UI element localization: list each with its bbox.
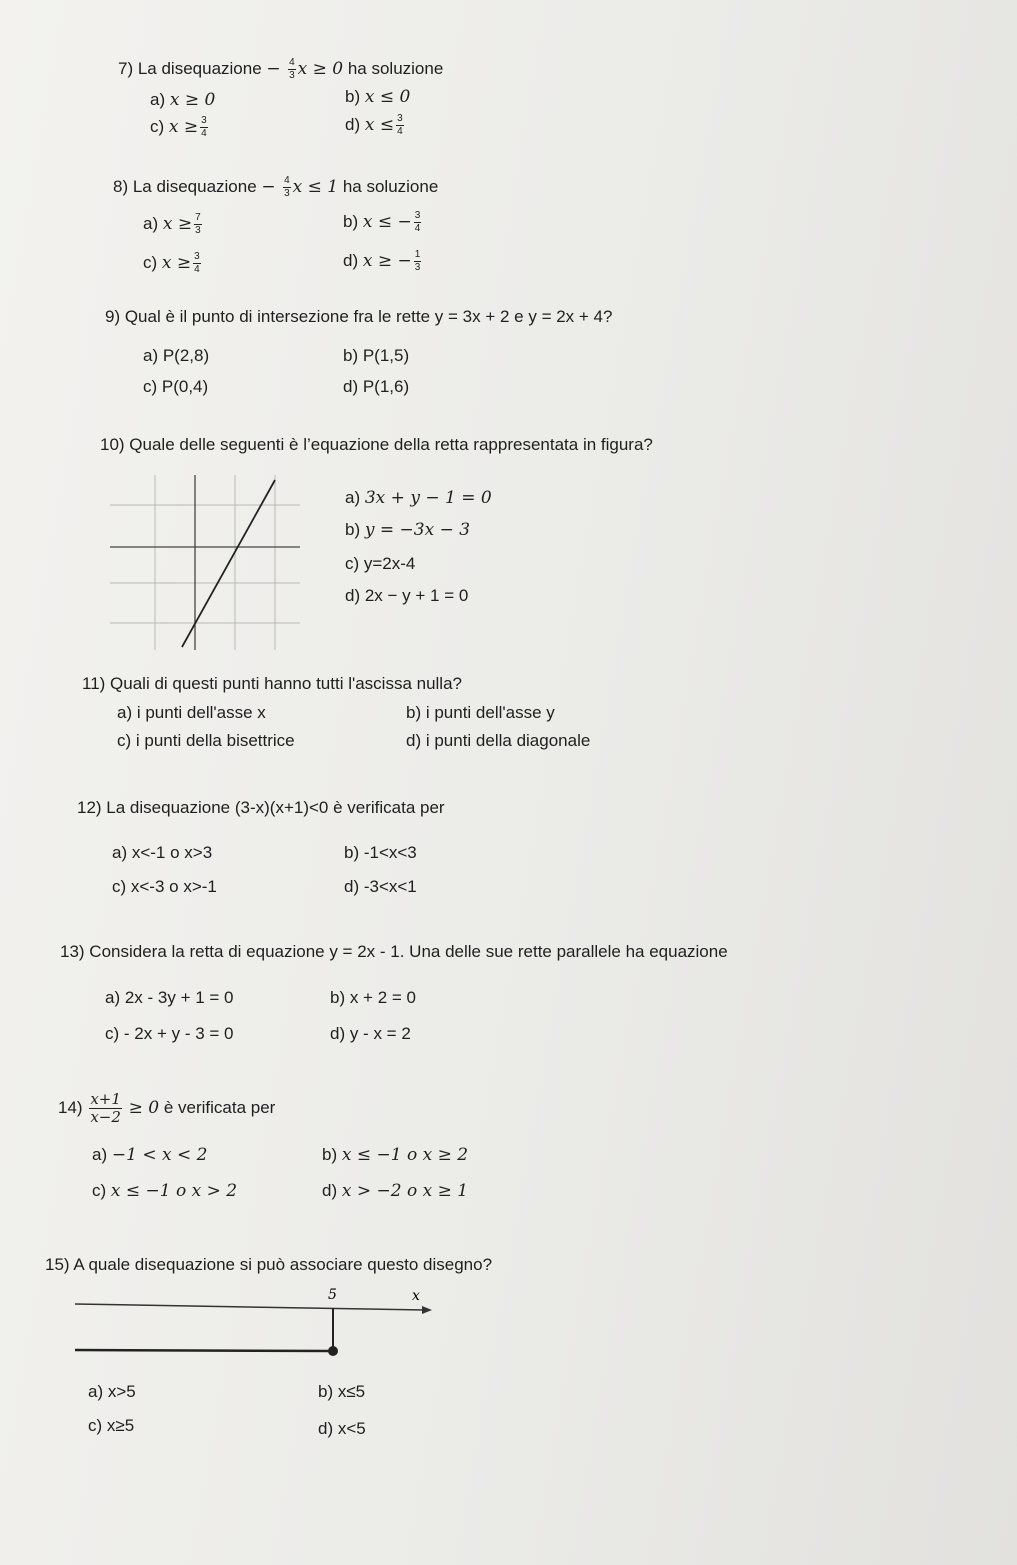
q9-stem: 9) Qual è il punto di intersezione fra le rette y = 3x + 2 e y = 2x + 4? — [105, 307, 613, 326]
q11-option-a[interactable]: a) i punti dell'asse x — [117, 703, 266, 722]
q11-option-b[interactable]: b) i punti dell'asse y — [406, 703, 555, 722]
number-line-axis — [75, 1304, 425, 1310]
q8-option-a[interactable]: a) x ≥ $\frac{7}{3}$ — [143, 212, 201, 236]
q14-option-a[interactable]: a) −1 < x < 2 — [92, 1145, 208, 1165]
q12-stem: 12) La disequazione (3-x)(x+1)<0 è verificata per — [77, 798, 445, 817]
closed-endpoint — [328, 1346, 338, 1356]
q15-option-a[interactable]: a) x>5 — [88, 1382, 136, 1401]
q13-option-a[interactable]: a) 2x - 3y + 1 = 0 — [105, 988, 234, 1007]
q7-option-b[interactable]: b) x ≤ 0 — [345, 87, 411, 107]
q15-option-d[interactable]: d) x<5 — [318, 1419, 366, 1438]
tick-label-5: 5 — [328, 1287, 337, 1303]
q11-option-c[interactable]: c) i punti della bisettrice — [117, 731, 295, 750]
q13-stem: 13) Considera la retta di equazione y = 2x - 1. Una delle sue rette parallele ha equazione — [60, 942, 728, 961]
arrow-head — [422, 1306, 432, 1314]
q7-option-c[interactable]: c) x ≥ $\frac{3}{4}$ — [150, 115, 207, 139]
q8-stem: 8) La disequazione − $\frac{4}{3}$ x ≤ 1 ha soluzione — [113, 175, 439, 199]
q12-option-b[interactable]: b) -1<x<3 — [344, 843, 417, 862]
q7-stem: 7) La disequazione − $\frac{4}{3}$ x ≥ 0 ha soluzione — [118, 57, 444, 81]
q11-option-d[interactable]: d) i punti della diagonale — [406, 731, 591, 750]
q10-option-c[interactable]: c) y=2x-4 — [345, 554, 416, 573]
q13-option-b[interactable]: b) x + 2 = 0 — [330, 988, 416, 1007]
q14-option-c[interactable]: c) x ≤ −1 o x > 2 — [92, 1181, 238, 1201]
q15-number-line — [70, 1283, 440, 1363]
q10-option-b[interactable]: b) y = −3x − 3 — [345, 520, 471, 540]
q9-option-c[interactable]: c) P(0,4) — [143, 377, 209, 396]
q8-option-c[interactable]: c) x ≥ $\frac{3}{4}$ — [143, 251, 200, 275]
q9-option-a[interactable]: a) P(2,8) — [143, 346, 210, 365]
q11-stem: 11) Quali di questi punti hanno tutti l'ascissa nulla? — [82, 674, 462, 693]
q13-option-c[interactable]: c) - 2x + y - 3 = 0 — [105, 1024, 234, 1043]
q15-stem: 15) A quale disequazione si può associare questo disegno? — [45, 1255, 493, 1274]
q10-line-graph — [110, 475, 300, 650]
q9-option-d[interactable]: d) P(1,6) — [343, 377, 410, 396]
q12-option-d[interactable]: d) -3<x<1 — [344, 877, 417, 896]
q10-option-a[interactable]: a) 3x + y − 1 = 0 — [345, 488, 492, 508]
q14-option-d[interactable]: d) x > −2 o x ≥ 1 — [322, 1181, 469, 1201]
q14-option-b[interactable]: b) x ≤ −1 o x ≥ 2 — [322, 1145, 469, 1165]
q10-option-d[interactable]: d) 2x − y + 1 = 0 — [345, 586, 469, 605]
q7-option-a[interactable]: a) x ≥ 0 — [150, 90, 216, 110]
q15-option-c[interactable]: c) x≥5 — [88, 1416, 135, 1435]
q8-option-d[interactable]: d) x ≥ − $\frac{1}{3}$ — [343, 249, 421, 273]
q12-option-c[interactable]: c) x<-3 o x>-1 — [112, 877, 217, 896]
q7-option-d[interactable]: d) x ≤ $\frac{3}{4}$ — [345, 113, 403, 137]
q10-stem: 10) Quale delle seguenti è l’equazione della retta rappresentata in figura? — [100, 435, 653, 454]
q15-option-b[interactable]: b) x≤5 — [318, 1382, 366, 1401]
q12-option-a[interactable]: a) x<-1 o x>3 — [112, 843, 213, 862]
q9-option-b[interactable]: b) P(1,5) — [343, 346, 410, 365]
q8-option-b[interactable]: b) x ≤ − $\frac{3}{4}$ — [343, 210, 421, 234]
axis-label-x: x — [412, 1288, 420, 1304]
solution-ray — [75, 1350, 332, 1351]
q14-stem: 14) $\frac{x+1}{x-2}$ ≥ 0 è verificata per — [58, 1090, 276, 1126]
q13-option-d[interactable]: d) y - x = 2 — [330, 1024, 411, 1043]
